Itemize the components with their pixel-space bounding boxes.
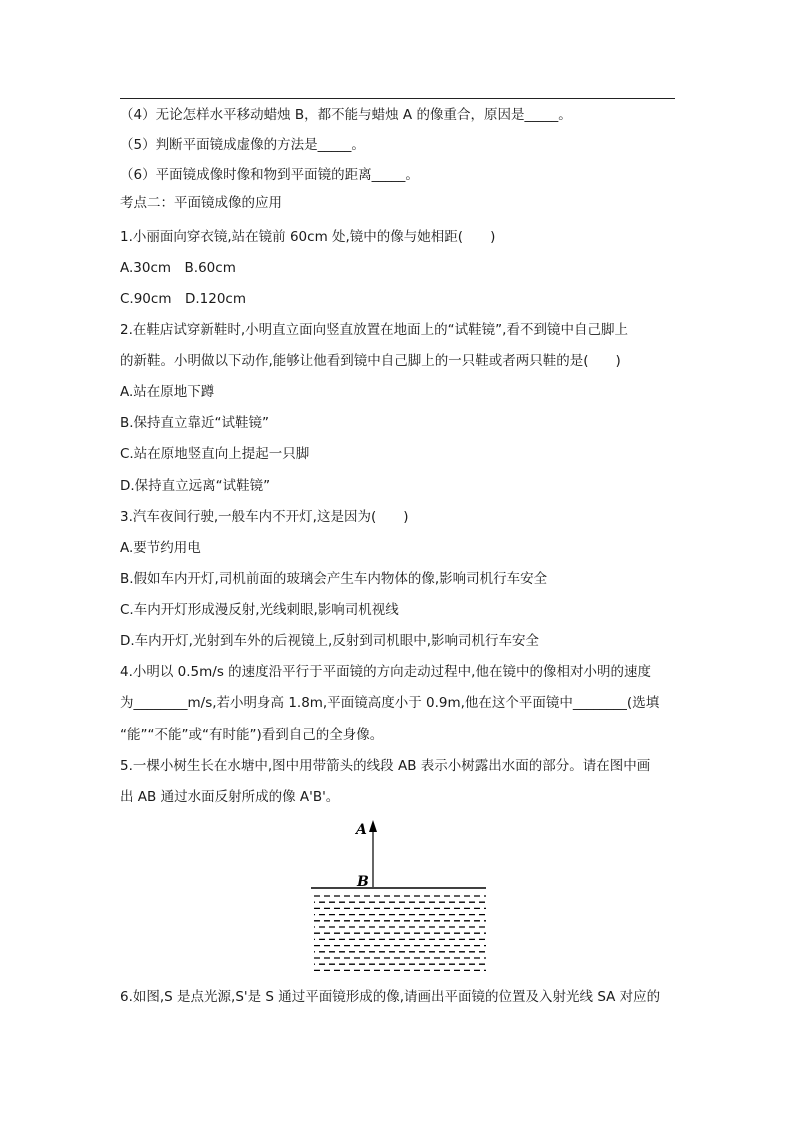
option-line: A.30cm B.60cm xyxy=(120,260,236,276)
question-1: 1.小丽面向穿衣镜,站在镜前 60cm 处,镜中的像与她相距( ) xyxy=(120,229,496,245)
question-4-cont: 为________m/s,若小明身高 1.8m,平面镜高度小于 0.9m,他在这个平面镜中________(选填 xyxy=(120,695,660,711)
option-line: A.要节约用电 xyxy=(120,540,201,556)
section-heading: 考点二：平面镜成像的应用 xyxy=(120,195,282,211)
question-4: 4.小明以 0.5m/s 的速度沿平行于平面镜的方向走动过程中,他在镜中的像相对小明的速度 xyxy=(120,664,651,680)
water-body xyxy=(314,896,486,970)
text-line: （5）判断平面镜成虚像的方法是_____。 xyxy=(120,137,365,153)
question-4-cont: “能”“不能”或“有时能”)看到自己的全身像。 xyxy=(120,727,384,743)
option-line: C.站在原地竖直向上提起一只脚 xyxy=(120,446,310,462)
option-line: C.90cm D.120cm xyxy=(120,291,246,307)
text-line: （4）无论怎样水平移动蜡烛 B，都不能与蜡烛 A 的像重合，原因是_____。 xyxy=(120,107,572,123)
option-line: A.站在原地下蹲 xyxy=(120,384,215,400)
option-line: D.车内开灯,光射到车外的后视镜上,反射到司机眼中,影响司机行车安全 xyxy=(120,633,540,649)
arrow-head-icon xyxy=(369,820,377,832)
label-a: A xyxy=(356,822,367,838)
text-line: （6）平面镜成像时像和物到平面镜的距离_____。 xyxy=(120,167,419,183)
question-2: 2.在鞋店试穿新鞋时,小明直立面向竖直放置在地面上的“试鞋镜”,看不到镜中自己脚上 xyxy=(120,322,628,338)
label-b: B xyxy=(357,874,369,890)
question-6: 6.如图,S 是点光源,S'是 S 通过平面镜形成的像,请画出平面镜的位置及入射光线 SA 对应的 xyxy=(120,989,661,1005)
question-3: 3.汽车夜间行驶,一般车内不开灯,这是因为( ) xyxy=(120,509,409,525)
option-line: B.保持直立靠近“试鞋镜” xyxy=(120,415,270,431)
question-2-cont: 的新鞋。小明做以下动作,能够让他看到镜中自己脚上的一只鞋或者两只鞋的是( ) xyxy=(120,353,621,369)
option-line: D.保持直立远离“试鞋镜” xyxy=(120,478,271,494)
question-5-cont: 出 AB 通过水面反射所成的像 A'B'。 xyxy=(120,789,340,805)
question-5: 5.一棵小树生长在水塘中,图中用带箭头的线段 AB 表示小树露出水面的部分。请在图中画 xyxy=(120,758,651,774)
option-line: B.假如车内开灯,司机前面的玻璃会产生车内物体的像,影响司机行车安全 xyxy=(120,571,548,587)
option-line: C.车内开灯形成漫反射,光线刺眼,影响司机视线 xyxy=(120,602,399,618)
